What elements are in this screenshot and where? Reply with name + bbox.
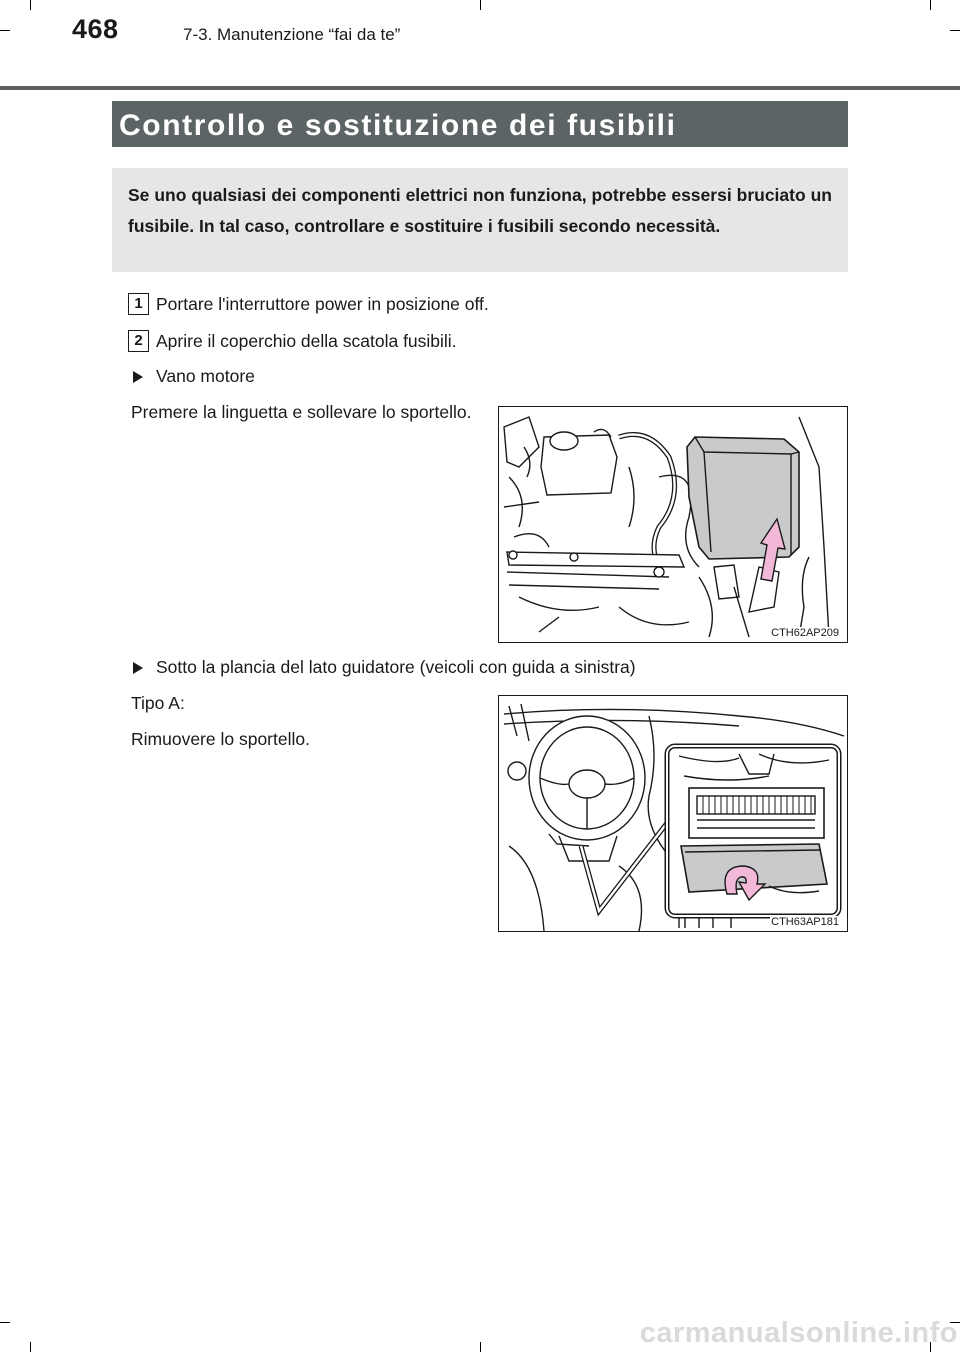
step-text-1: Portare l'interruttore power in posizione off. bbox=[156, 294, 489, 314]
crop-mark bbox=[480, 0, 481, 10]
figure-code: CTH62AP209 bbox=[771, 627, 839, 639]
crop-mark bbox=[950, 30, 960, 31]
bullet-arrow-icon bbox=[133, 662, 143, 674]
instruction-text: Premere la linguetta e sollevare lo sportello. bbox=[131, 402, 472, 422]
engine-fuse-box-illustration-icon bbox=[499, 407, 847, 642]
intro-box bbox=[112, 168, 848, 272]
watermark: carmanualsonline.info bbox=[639, 1317, 958, 1349]
bullet-arrow-icon bbox=[133, 371, 143, 383]
page-title: Controllo e sostituzione dei fusibili bbox=[119, 109, 677, 142]
step-number-1: 1 bbox=[128, 293, 149, 315]
figure-code: CTH63AP181 bbox=[771, 916, 839, 928]
crop-mark bbox=[480, 1342, 481, 1352]
step-number-2: 2 bbox=[128, 330, 149, 352]
engine-fuse-box-figure bbox=[498, 406, 848, 643]
page-title-bar bbox=[112, 101, 848, 147]
crop-mark bbox=[30, 1342, 31, 1352]
crop-mark bbox=[0, 30, 10, 31]
intro-text: Se uno qualsiasi dei componenti elettrici non funziona, potrebbe essersi bruciato un fusibile. In tal caso, controllare e sostituire i fusibili secondo necessità. bbox=[128, 185, 832, 236]
step-text-2: Aprire il coperchio della scatola fusibili. bbox=[156, 331, 457, 351]
bullet-heading-engine: Vano motore bbox=[156, 366, 255, 386]
crop-mark bbox=[30, 0, 31, 10]
dashboard-fuse-box-figure bbox=[498, 695, 848, 932]
crop-mark bbox=[930, 0, 931, 10]
section-heading: 7-3. Manutenzione “fai da te” bbox=[183, 25, 401, 44]
page-number: 468 bbox=[72, 14, 119, 44]
bullet-heading-dashboard: Sotto la plancia del lato guidatore (veicoli con guida a sinistra) bbox=[156, 657, 636, 677]
header-divider bbox=[0, 86, 960, 90]
instruction-text: Rimuovere lo sportello. bbox=[131, 729, 310, 749]
crop-mark bbox=[0, 1322, 10, 1323]
dashboard-fuse-box-illustration-icon bbox=[499, 696, 847, 931]
type-label: Tipo A: bbox=[131, 693, 185, 713]
